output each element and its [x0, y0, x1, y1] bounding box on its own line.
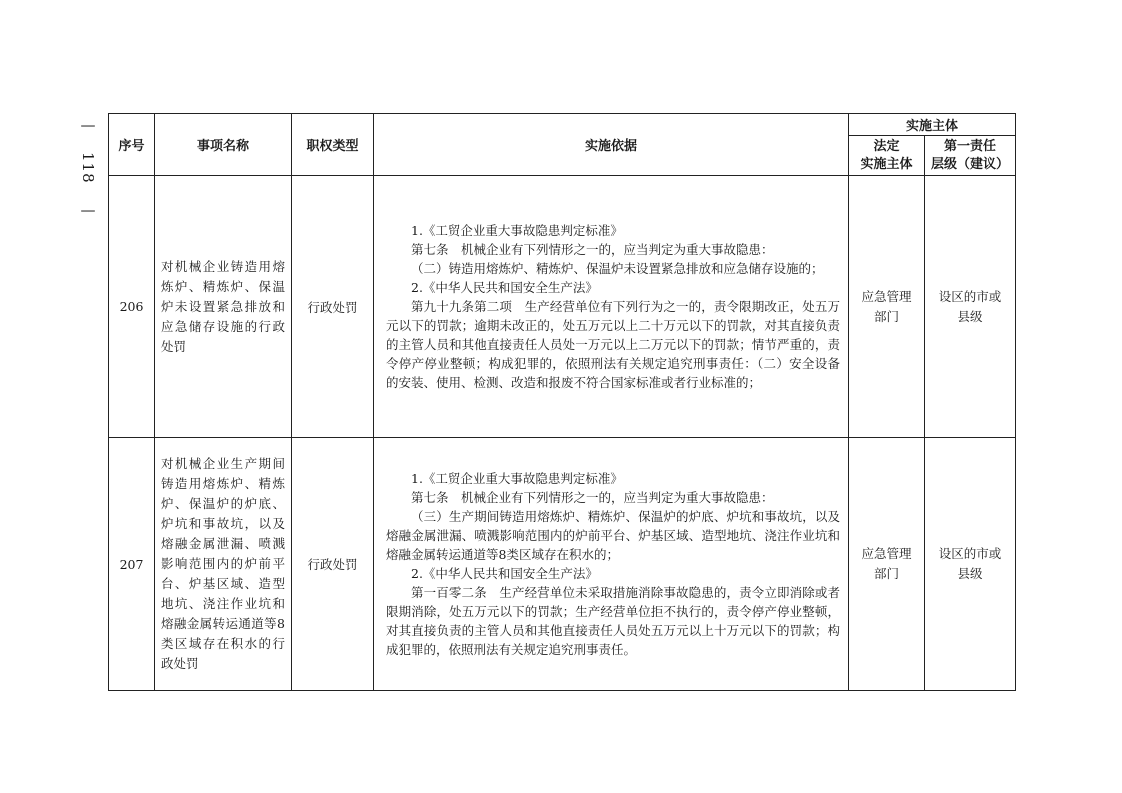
page-number-dash-top: —	[80, 116, 96, 134]
basis-line: （二）铸造用熔炼炉、精炼炉、保温炉未设置紧急排放和应急储存设施的；	[411, 261, 824, 276]
header-first-resp-line2: 层级（建议）	[931, 156, 1010, 172]
header-first-resp	[925, 136, 1016, 176]
header-seq: 序号	[109, 114, 155, 176]
page-number-dash-bottom: —	[80, 200, 96, 219]
table-row	[109, 438, 1016, 691]
table-row	[109, 176, 1016, 438]
first-resp-line1: 设区的市或	[938, 288, 1002, 304]
basis-line: 第一百零二条 生产经营单位未采取措施消除事故隐患的，责令立即消除或者限期消除，处五万元以下的罚款；生产经营单位拒不执行的，责令停产停业整顿，对其直接负责的主管人员和其他直接责任人员处五万元以上十万元以下的罚款；构成犯罪的，依照刑法有关规定追究刑事责任。	[386, 585, 840, 657]
header-legal-subject-line1: 法定	[873, 138, 900, 154]
header-legal-subject	[849, 136, 925, 176]
basis-line: 2.《中华人民共和国安全生产法》	[411, 280, 598, 295]
basis-line: 第七条 机械企业有下列情形之一的，应当判定为重大事故隐患：	[411, 242, 774, 257]
row-type: 行政处罚	[292, 176, 374, 438]
row-legal-subject	[849, 176, 925, 438]
header-legal-subject-line2: 实施主体	[860, 156, 913, 172]
basis-line: 2.《中华人民共和国安全生产法》	[411, 566, 598, 581]
row-legal-subject	[849, 438, 925, 691]
row-name: 对机械企业生产期间铸造用熔炼炉、精炼炉、保温炉的炉底、炉坑和事故坑，以及熔融金属泄漏、喷溅影响范围内的炉前平台、炉基区域、造型地坑、浇注作业坑和熔融金属转运通道等8类区域存在积水的行政处罚	[155, 438, 292, 691]
first-resp-line2: 县级	[957, 566, 983, 581]
legal-subject-line2: 部门	[873, 308, 899, 324]
row-seq: 207	[109, 438, 155, 691]
row-first-resp	[925, 176, 1016, 438]
page-number-value: 118	[79, 152, 97, 184]
row-basis	[374, 176, 849, 438]
row-first-resp	[925, 438, 1016, 691]
basis-line: （三）生产期间铸造用熔炼炉、精炼炉、保温炉的炉底、炉坑和事故坑，以及熔融金属泄漏、喷溅影响范围内的炉前平台、炉基区域、造型地坑、浇注作业坑和熔融金属转运通道等8类区域存在积水的；	[386, 509, 840, 562]
row-type: 行政处罚	[292, 438, 374, 691]
header-subject-group: 实施主体	[849, 114, 1016, 136]
page-number	[66, 118, 110, 218]
header-name: 事项名称	[155, 114, 292, 176]
enforcement-table	[108, 113, 1016, 691]
row-name: 对机械企业铸造用熔炼炉、精炼炉、保温炉未设置紧急排放和应急储存设施的行政处罚	[155, 176, 292, 438]
basis-line: 1.《工贸企业重大事故隐患判定标准》	[411, 223, 623, 238]
row-seq: 206	[109, 176, 155, 438]
basis-line: 第七条 机械企业有下列情形之一的，应当判定为重大事故隐患：	[411, 490, 774, 505]
basis-line: 第九十九条第二项 生产经营单位有下列行为之一的，责令限期改正，处五万元以下的罚款；逾期未改正的，处五万元以上二十万元以下的罚款，对其直接负责的主管人员和其他直接责任人员处一万元以上二万元以下的罚款；情节严重的，责令停产停业整顿；构成犯罪的，依照刑法有关规定追究刑事责任：（二）安全设备的安装、使用、检测、改造和报废不符合国家标准或者行业标准的；	[386, 299, 840, 390]
first-resp-line1: 设区的市或	[938, 546, 1002, 561]
legal-subject-line1: 应急管理	[861, 546, 912, 561]
basis-line: 1.《工贸企业重大事故隐患判定标准》	[411, 471, 623, 486]
header-type: 职权类型	[292, 114, 374, 176]
legal-subject-line1: 应急管理	[861, 288, 912, 304]
header-basis: 实施依据	[374, 114, 849, 176]
row-basis	[374, 438, 849, 691]
first-resp-line2: 县级	[957, 308, 983, 324]
legal-subject-line2: 部门	[873, 566, 899, 581]
header-first-resp-line1: 第一责任	[944, 138, 997, 154]
